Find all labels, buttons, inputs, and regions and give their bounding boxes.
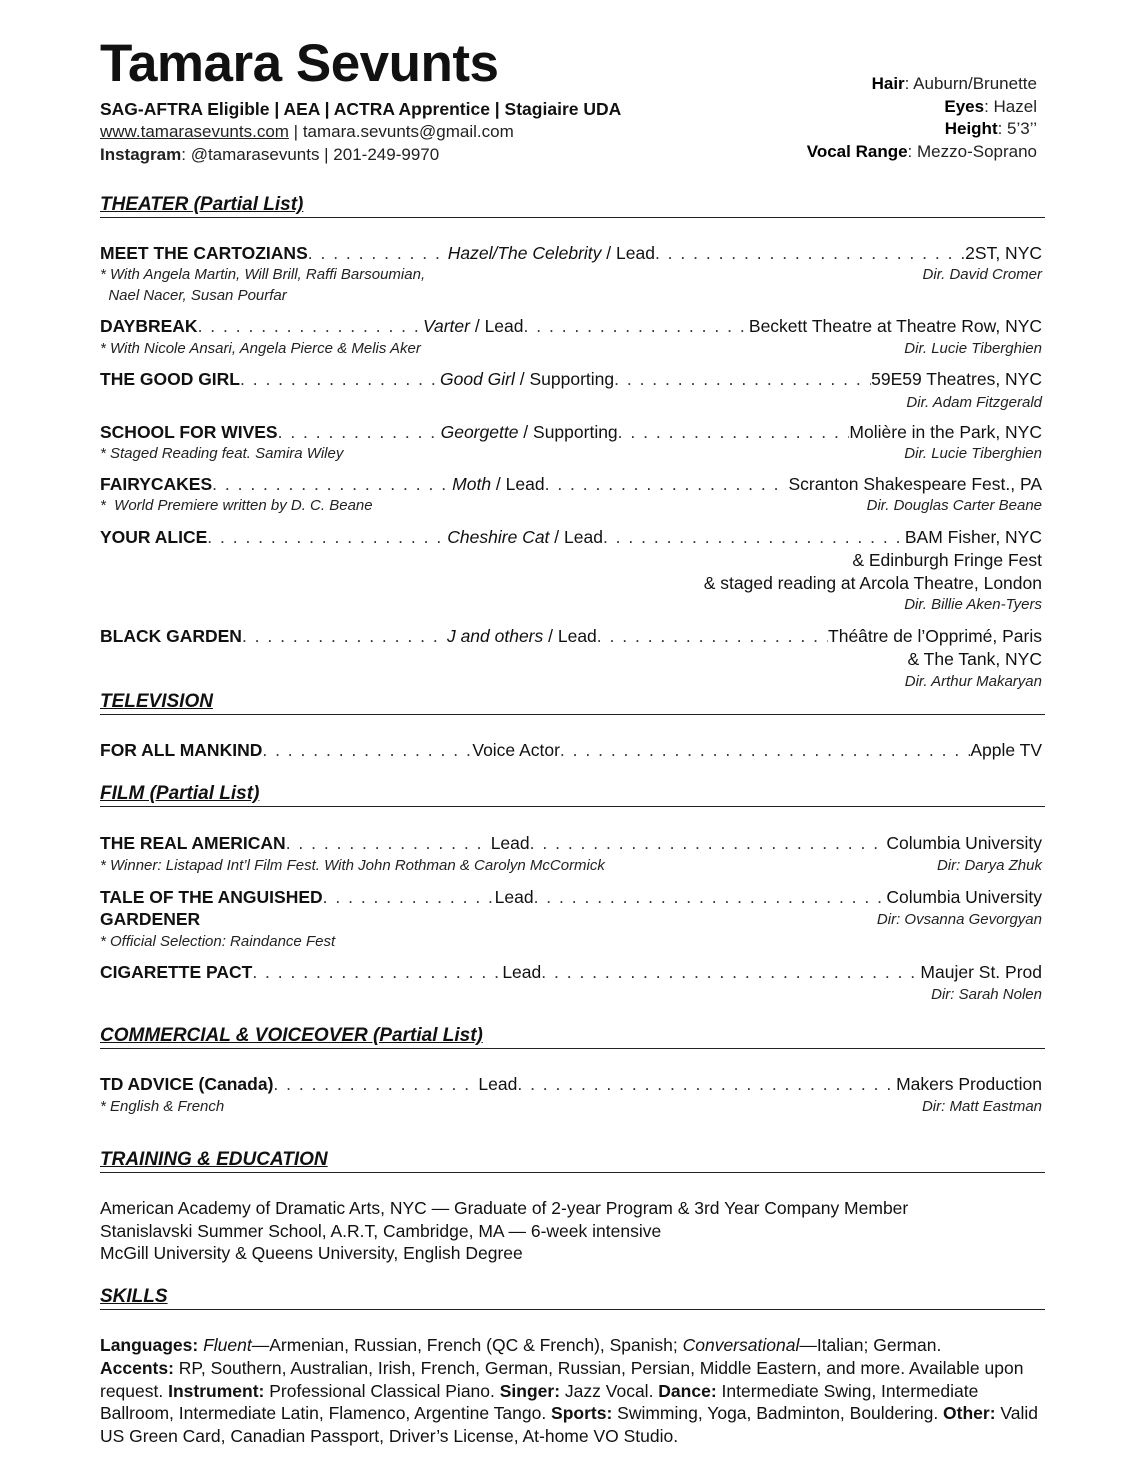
credit-row: CIGARETTE PACT . . . Lead . . . Maujer St. Prod — [100, 961, 1042, 983]
email-text: | tamara.sevunts@gmail.com — [288, 122, 514, 141]
skills-paragraph: Languages: Fluent—Armenian, Russian, French (QC & French), Spanish; Conversational—Italian; German. Accents: RP, Southern, Australian, Irish, French, German, Russian, Persian, Middle Eastern, and more. Available upon request. Instrument: Professional Classical Piano. Singer: Jazz Vocal. Dance: Intermediate Swing, Intermediate Ballroom, Intermediate Latin, Flamenco, Argentine Tango. Sports: Swimming, Yoga, Badminton, Bouldering. Other: Valid US Green Card, Canadian Passport, Driver’s License, At-home VO Studio. — [100, 1335, 1039, 1447]
section-training: TRAINING & EDUCATION — [100, 1148, 1045, 1173]
training-item: Stanislavski Summer School, A.R.T, Cambridge, MA — 6-week intensive — [100, 1220, 662, 1241]
resume-page — [100, 0, 1045, 1462]
stat-height: Height: 5’3’’ — [944, 119, 1037, 139]
stat-hair: Hair: Auburn/Brunette — [871, 74, 1037, 93]
credit-row: BLACK GARDEN . . . J and others / Lead . . . Théâtre de l’Opprimé, Paris — [100, 625, 1042, 647]
credit-director: Dir. David Cromer — [922, 266, 1042, 283]
credit-row: FOR ALL MANKIND . . . Voice Actor . . . Apple TV — [100, 739, 1042, 761]
credit-note: * Official Selection: Raindance Fest — [100, 933, 336, 950]
physical-stats — [807, 73, 1037, 164]
credit-row: SCHOOL FOR WIVES . . . Georgette / Supporting . . . Molière in the Park, NYC — [100, 421, 1042, 443]
section-film: FILM (Partial List) — [100, 782, 1045, 807]
contact-social-phone — [100, 144, 439, 166]
credit-director: Dir. Adam Fitzgerald — [906, 394, 1042, 411]
credit-venue: & The Tank, NYC — [907, 649, 1042, 669]
instagram-phone-text: : @tamarasevunts | 201-249-9970 — [181, 145, 440, 164]
credit-note: * Winner: Listapad Int’l Film Fest. With John Rothman & Carolyn McCormick — [100, 857, 605, 874]
credit-row: MEET THE CARTOZIANS . . . Hazel/The Celebrity / Lead . . . 2ST, NYC — [100, 242, 1042, 264]
credit-row: THE GOOD GIRL . . . Good Girl / Supporting . . . 59E59 Theatres, NYC — [100, 368, 1042, 390]
credit-row: YOUR ALICE . . . Cheshire Cat / Lead . . . BAM Fisher, NYC — [100, 526, 1042, 548]
credit-note: * With Nicole Ansari, Angela Pierce & Melis Aker — [100, 340, 421, 357]
credit-row: TD ADVICE (Canada) . . . Lead . . . Makers Production — [100, 1073, 1042, 1095]
credit-row: THE REAL AMERICAN . . . Lead . . . Columbia University — [100, 832, 1042, 854]
credit-director: Dir. Douglas Carter Beane — [866, 497, 1042, 514]
credit-director: Dir: Sarah Nolen — [931, 986, 1042, 1003]
contact-web-email — [100, 121, 514, 143]
training-list — [100, 1197, 908, 1265]
actor-name: Tamara Sevunts — [100, 34, 499, 93]
credit-row: DAYBREAK . . . Varter / Lead . . . Beckett Theatre at Theatre Row, NYC — [100, 315, 1042, 337]
credit-director: Dir. Lucie Tiberghien — [904, 445, 1042, 462]
credit-director: Dir. Billie Aken-Tyers — [904, 596, 1042, 613]
credit-director: Dir: Darya Zhuk — [936, 857, 1042, 874]
credit-director: Dir. Arthur Makaryan — [904, 673, 1042, 690]
credit-row: FAIRYCAKES . . . Moth / Lead . . . Scranton Shakespeare Fest., PA — [100, 473, 1042, 495]
training-item: American Academy of Dramatic Arts, NYC — Graduate of 2-year Program & 3rd Year Company Member — [100, 1198, 909, 1218]
credit-director: Dir: Matt Eastman — [921, 1098, 1042, 1115]
credit-note: * World Premiere written by D. C. Beane — [100, 497, 373, 514]
credit-title-cont: GARDENER — [100, 909, 201, 929]
credit-director: Dir. Lucie Tiberghien — [904, 340, 1042, 357]
section-theater: THEATER (Partial List) — [100, 193, 1045, 218]
section-skills: SKILLS — [100, 1285, 1045, 1310]
credit-note: Nael Nacer, Susan Pourfar — [100, 287, 287, 304]
stat-vocal-range: Vocal Range: Mezzo-Soprano — [806, 142, 1037, 162]
stat-eyes: Eyes: Hazel — [944, 96, 1037, 116]
website-link[interactable]: www.tamarasevunts.com — [100, 122, 289, 141]
credit-note: * With Angela Martin, Will Brill, Raffi Barsoumian, — [100, 266, 426, 283]
credit-note: * Staged Reading feat. Samira Wiley — [100, 445, 344, 462]
credit-venue: & Edinburgh Fringe Fest — [852, 550, 1042, 570]
section-television: TELEVISION — [100, 690, 1045, 715]
credit-note: * English & French — [100, 1098, 225, 1115]
instagram-label: Instagram — [100, 145, 182, 164]
training-item: McGill University & Queens University, English Degree — [100, 1243, 523, 1263]
union-status: SAG-AFTRA Eligible | AEA | ACTRA Apprentice | Stagiaire UDA — [100, 99, 622, 119]
credit-director: Dir: Ovsanna Gevorgyan — [876, 911, 1042, 928]
credit-venue: & staged reading at Arcola Theatre, London — [703, 573, 1042, 593]
credit-row: TALE OF THE ANGUISHED . . . Lead . . . Columbia University — [100, 886, 1042, 908]
section-commercial: COMMERCIAL & VOICEOVER (Partial List) — [100, 1024, 1045, 1049]
